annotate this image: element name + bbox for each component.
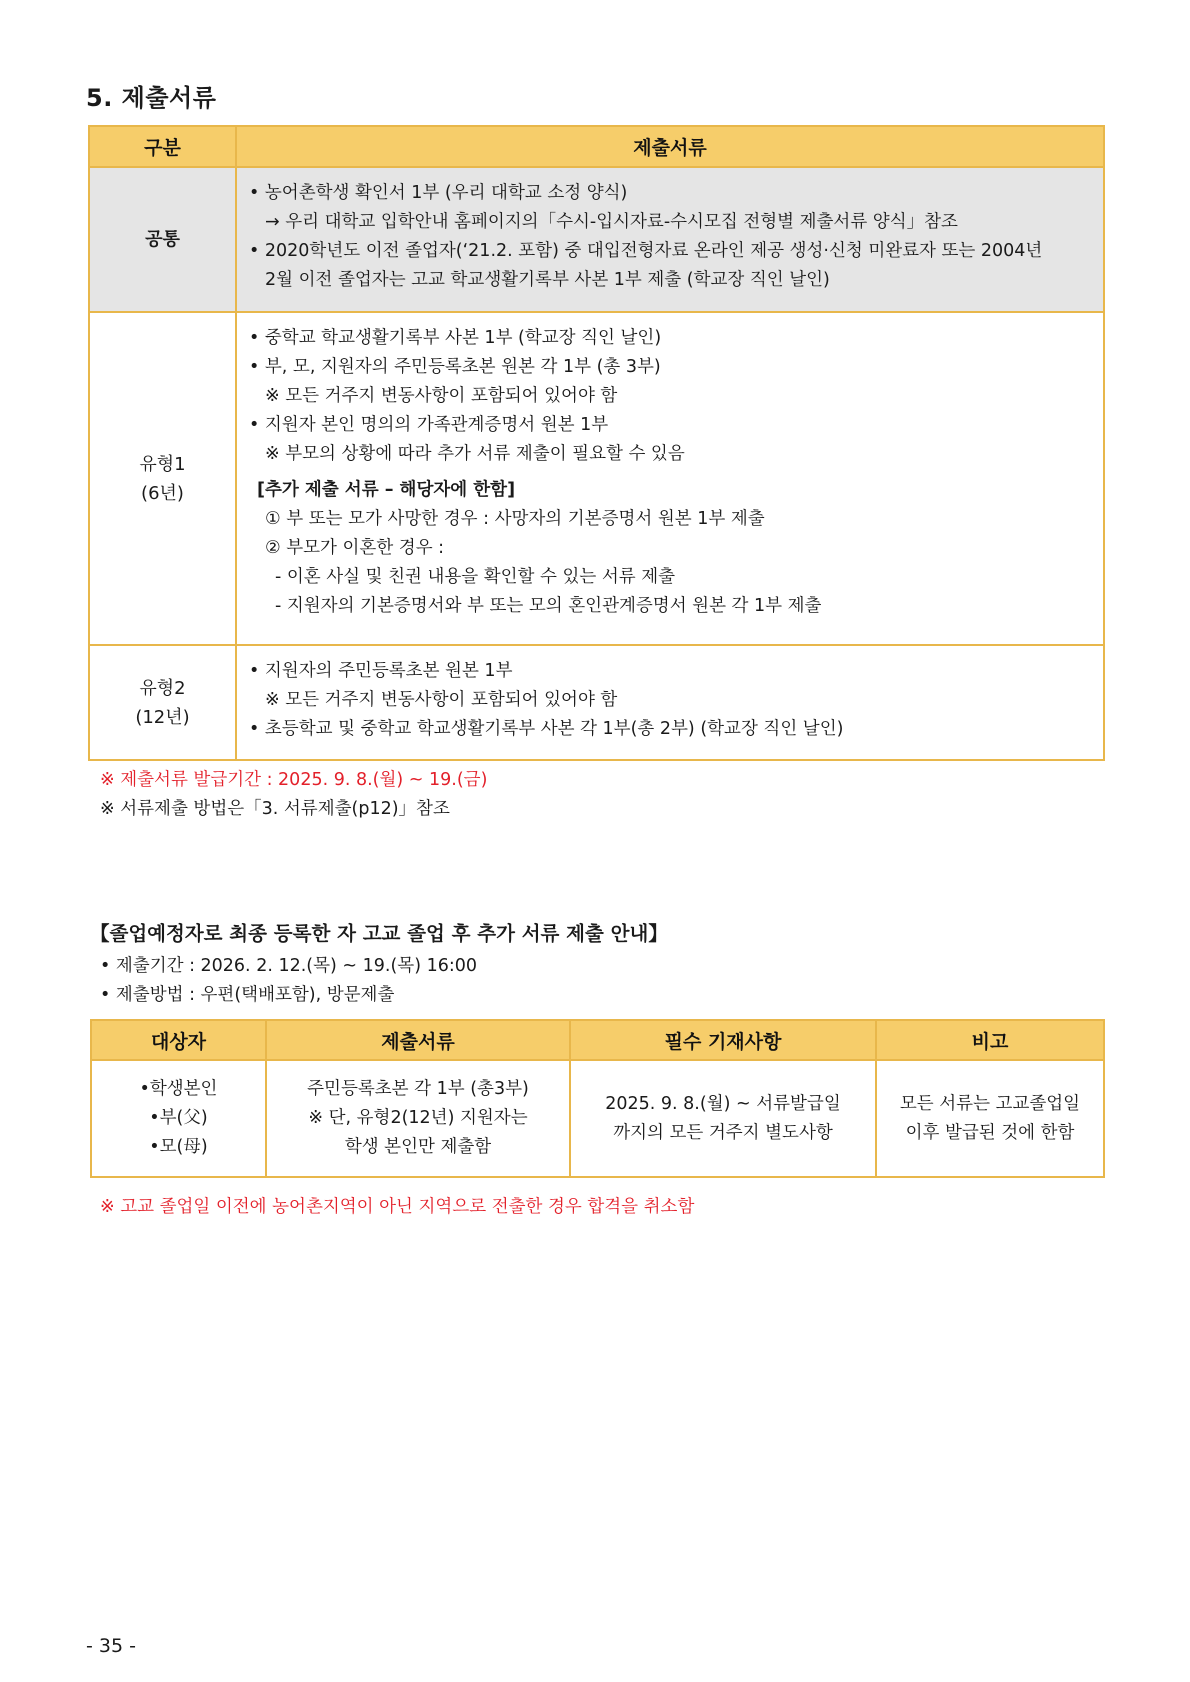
target-student: •학생본인 <box>139 1079 218 1099</box>
additional-docs-info <box>100 952 477 1010</box>
docs-line: 주민등록초본 각 1부 (총3부) <box>307 1079 529 1099</box>
doc-line: ② 부모가 이혼한 경우 : <box>265 538 445 558</box>
doc-line: ※ 모든 거주지 변동사항이 포함되어 있어야 함 <box>265 690 618 710</box>
cancellation-warning: ※ 고교 졸업일 이전에 농어촌지역이 아닌 지역으로 전출한 경우 합격을 취소함 <box>100 1197 695 1217</box>
target-cell <box>91 1060 266 1177</box>
additional-docs-table <box>90 1019 1105 1178</box>
extra-docs-title: [추가 제출 서류 – 해당자에 한함] <box>257 480 516 500</box>
section-title: 5. 제출서류 <box>86 84 217 112</box>
target-mother: •모(母) <box>149 1137 208 1157</box>
doc-line: 2월 이전 졸업자는 고교 학교생활기록부 사본 1부 제출 (학교장 직인 날인) <box>265 270 830 290</box>
header-target: 대상자 <box>91 1020 266 1060</box>
table-row-type1 <box>89 312 1104 645</box>
header-documents: 제출서류 <box>236 126 1104 167</box>
documents-type2 <box>236 645 1104 760</box>
category-type1-years: (6년) <box>141 482 184 504</box>
documents-type1 <box>236 312 1104 645</box>
required-line: 까지의 모든 거주지 별도사항 <box>613 1122 833 1143</box>
required-line: 2025. 9. 8.(월) ~ 서류발급일 <box>605 1093 841 1114</box>
category-type1-name: 유형1 <box>139 453 186 475</box>
doc-line: ※ 모든 거주지 변동사항이 포함되어 있어야 함 <box>265 386 618 406</box>
doc-line: • 지원자 본인 명의의 가족관계증명서 원본 1부 <box>249 415 609 435</box>
category-type2 <box>89 645 236 760</box>
notes <box>100 766 487 824</box>
submission-method-note: ※ 서류제출 방법은「3. 서류제출(p12)」참조 <box>100 799 450 819</box>
page-number: - 35 - <box>86 1635 136 1657</box>
submission-method: • 제출방법 : 우편(택배포함), 방문제출 <box>100 985 395 1005</box>
docs-line: 학생 본인만 제출함 <box>344 1137 492 1157</box>
docs-cell <box>266 1060 570 1177</box>
additional-docs-title: 【졸업예정자로 최종 등록한 자 고교 졸업 후 추가 서류 제출 안내】 <box>90 922 668 945</box>
doc-line: • 부, 모, 지원자의 주민등록초본 원본 각 1부 (총 3부) <box>249 357 661 377</box>
target-father: •부(父) <box>149 1108 208 1128</box>
submission-period: • 제출기간 : 2026. 2. 12.(목) ~ 19.(목) 16:00 <box>100 956 478 976</box>
docs-line: ※ 단, 유형2(12년) 지원자는 <box>308 1108 528 1128</box>
doc-line: ※ 부모의 상황에 따라 추가 서류 제출이 필요할 수 있음 <box>265 444 685 464</box>
header-category: 구분 <box>89 126 236 167</box>
documents-table <box>88 125 1105 761</box>
doc-line: - 지원자의 기본증명서와 부 또는 모의 혼인관계증명서 원본 각 1부 제출 <box>275 596 822 616</box>
table-row-common <box>89 167 1104 312</box>
doc-line: • 중학교 학교생활기록부 사본 1부 (학교장 직인 날인) <box>249 328 662 348</box>
doc-line: • 지원자의 주민등록초본 원본 1부 <box>249 661 513 681</box>
issue-period-note: ※ 제출서류 발급기간 : 2025. 9. 8.(월) ~ 19.(금) <box>100 770 488 790</box>
doc-line: - 이혼 사실 및 친권 내용을 확인할 수 있는 서류 제출 <box>275 567 676 587</box>
remark-line: 모든 서류는 고교졸업일 <box>899 1093 1081 1114</box>
header-required: 필수 기재사항 <box>570 1020 876 1060</box>
table-header-row <box>89 126 1104 167</box>
remark-line: 이후 발급된 것에 한함 <box>905 1122 1075 1143</box>
remark-cell <box>876 1060 1104 1177</box>
category-common: 공통 <box>89 167 236 312</box>
doc-line: • 농어촌학생 확인서 1부 (우리 대학교 소정 양식) <box>249 183 628 203</box>
table-row-type2 <box>89 645 1104 760</box>
required-cell <box>570 1060 876 1177</box>
category-type2-years: (12년) <box>135 706 190 728</box>
header-remark: 비고 <box>876 1020 1104 1060</box>
category-type1 <box>89 312 236 645</box>
documents-common <box>236 167 1104 312</box>
doc-line: ① 부 또는 모가 사망한 경우 : 사망자의 기본증명서 원본 1부 제출 <box>265 509 765 529</box>
table-header-row <box>91 1020 1104 1060</box>
doc-line: • 2020학년도 이전 졸업자(‘21.2. 포함) 중 대입전형자료 온라인 제공 생성·신청 미완료자 또는 2004년 <box>249 241 1043 261</box>
header-documents: 제출서류 <box>266 1020 570 1060</box>
table-row <box>91 1060 1104 1177</box>
doc-line: • 초등학교 및 중학교 학교생활기록부 사본 각 1부(총 2부) (학교장 직인 날인) <box>249 719 844 739</box>
doc-line: → 우리 대학교 입학안내 홈페이지의「수시-입시자료-수시모집 전형별 제출서류 양식」참조 <box>265 212 958 232</box>
category-type2-name: 유형2 <box>139 677 186 699</box>
